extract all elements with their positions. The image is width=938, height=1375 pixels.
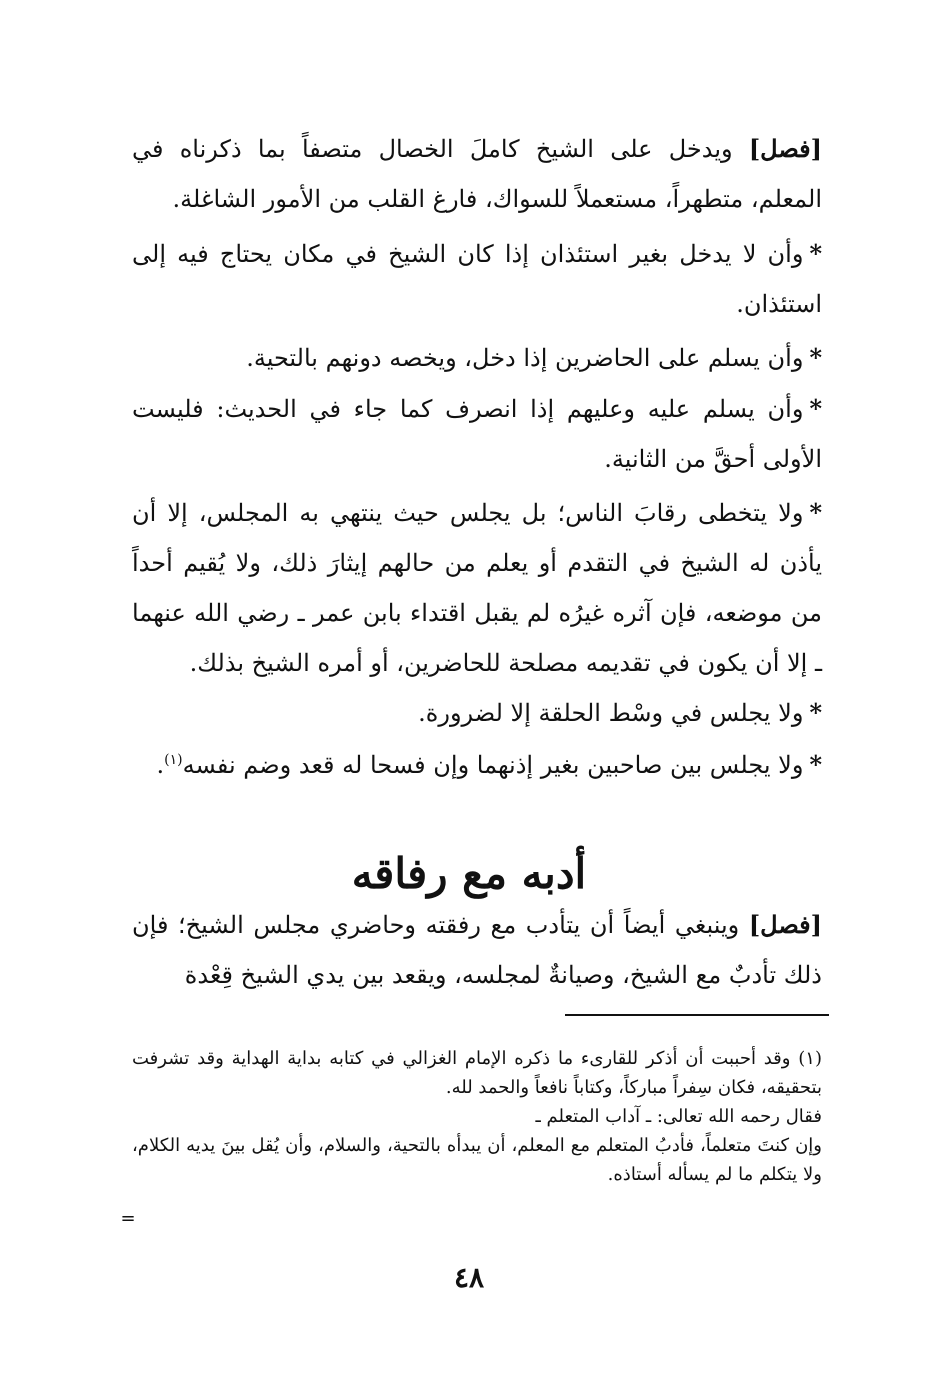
paragraph-greeting — [132, 333, 822, 383]
paragraph-text: وينبغي أيضاً أن يتأدب مع رفقته وحاضري مجلس الشيخ؛ فإن ذلك تأدبٌ مع الشيخ، وصيانةٌ لمجلسه، ويقعد بين يدي الشيخ قِعْدة — [132, 911, 822, 989]
paragraph-middle-circle — [132, 688, 822, 738]
footnote-reference: (١) — [164, 752, 183, 768]
paragraph-student-enters — [132, 124, 822, 224]
sentence-end-punctuation: . — [156, 751, 165, 779]
bullet-star-icon: * — [809, 343, 822, 372]
section-lead-label: [فصل] — [748, 910, 822, 939]
footnotes-section — [132, 1044, 822, 1189]
bullet-star-icon: * — [809, 239, 822, 268]
paragraph-companions-etiquette — [132, 900, 822, 1000]
footnote-1: (١) وقد أحببت أن أذكر للقارىء ما ذكره الإمام الغزالي في كتابه بداية الهداية وقد تشرفت بتحقيقه، فكان سِفراً مباركاً، وكتاباً نافعاً والحمد لله. — [132, 1048, 822, 1098]
page-number: ٤٨ — [453, 1261, 485, 1294]
paragraph-text: ولا يتخطى رقابَ الناس؛ بل يجلس حيث ينتهي به المجلس، إلا أن يأذن له الشيخ في التقدم أو يعلم من حالهم إيثارَ ذلك، ولا يُقيم أحداً من موضعه، فإن آثره غيرُه لم يقبل اقتداء بابن عمر ـ رضي الله عنهما ـ إلا أن يكون في تقديمه مصلحة للحاضرين، أو أمره الشيخ بذلك. — [132, 499, 822, 677]
bullet-star-icon: * — [809, 394, 822, 423]
paragraph-text: ولا يجلس في وسْط الحلقة إلا لضرورة. — [418, 699, 804, 727]
bullet-star-icon: * — [809, 698, 822, 727]
paragraph-seating-etiquette — [132, 488, 822, 688]
paragraph-leaving-greeting — [132, 384, 822, 484]
continuation-mark: = — [120, 1208, 136, 1229]
paragraph-between-companions — [132, 740, 822, 790]
paragraph-text: وأن لا يدخل بغير استئذان إذا كان الشيخ في مكان يحتاج فيه إلى استئذان. — [132, 240, 822, 318]
section-lead-label: [فصل] — [748, 134, 822, 163]
bullet-star-icon: * — [809, 750, 822, 779]
section-heading: أدبه مع رفاقه — [351, 848, 587, 898]
footnote-1-quote-text: وإن كنتَ متعلماً، فأدبُ المتعلم مع المعلم، أن يبدأه بالتحية، والسلام، وأن يُقل بينَ يديه الكلام، ولا يتكلم ما لم يسأله أستاذه. — [132, 1135, 822, 1185]
bullet-star-icon: * — [809, 498, 822, 527]
paragraph-text: ويدخل على الشيخ كاملَ الخصال متصفاً بما ذكرناه في المعلم، متطهراً، مستعملاً للسواك، فارغ القلب من الأمور الشاغلة. — [132, 135, 822, 213]
paragraph-text: ولا يجلس بين صاحبين بغير إذنهما وإن فسحا له قعد وضم نفسه — [182, 751, 804, 779]
paragraph-permission — [132, 229, 822, 329]
footnote-separator-rule — [565, 1014, 829, 1016]
paragraph-text: وأن يسلم على الحاضرين إذا دخل، ويخصه دونهم بالتحية. — [246, 344, 804, 372]
footnote-1-quote-title: فقال رحمه الله تعالى: ـ آداب المتعلم ـ — [535, 1106, 822, 1127]
paragraph-text: وأن يسلم عليه وعليهم إذا انصرف كما جاء في الحديث: فليست الأولى أحقَّ من الثانية. — [132, 395, 822, 473]
